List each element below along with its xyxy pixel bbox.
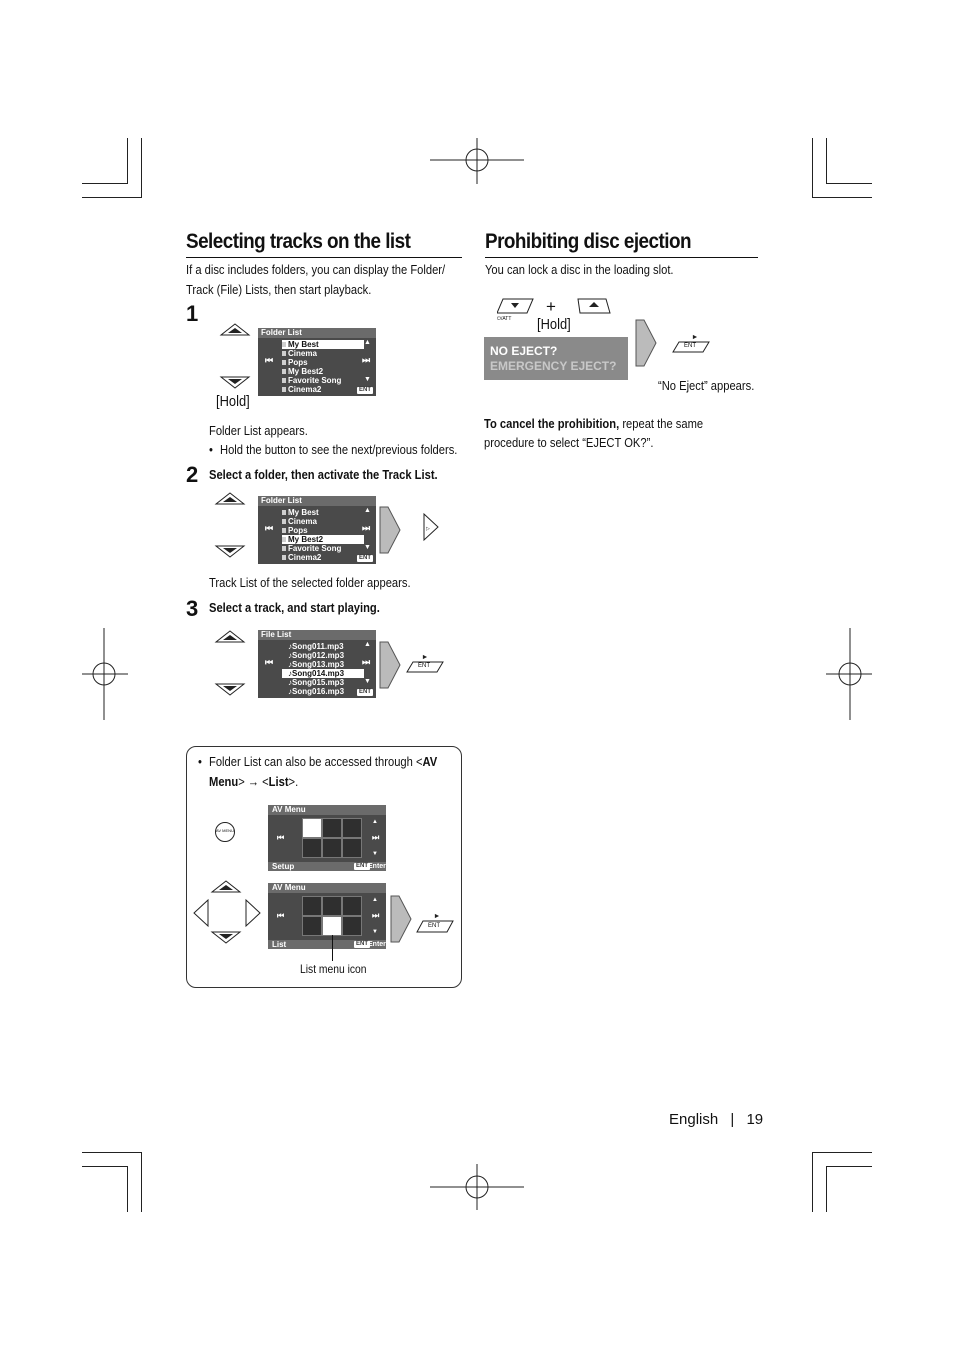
next-icon: ⏭ [372, 911, 380, 920]
list-item[interactable]: My Best2 [282, 535, 364, 544]
av-menu-button[interactable] [215, 822, 235, 842]
list-item[interactable]: My Best [282, 340, 364, 349]
registration-target-top [430, 138, 524, 184]
list-item[interactable]: ♪Song014.mp3 [282, 669, 364, 678]
ent-badge: ENT [359, 387, 371, 393]
registration-target-left [82, 628, 128, 720]
screen-header: Folder List [258, 496, 376, 506]
list-item[interactable]: Pops [282, 526, 364, 535]
up-button[interactable] [219, 322, 251, 340]
down-button[interactable] [214, 681, 246, 699]
screen-line-2: EMERGENCY EJECT? [490, 359, 617, 373]
list-item[interactable]: Favorite Song [282, 544, 364, 553]
speaker-tile-icon [342, 818, 362, 838]
right-skip-button[interactable] [244, 898, 262, 928]
note-text: Folder List can also be accessed through < [209, 754, 423, 769]
music-tile-icon [302, 838, 322, 858]
list-item[interactable]: Cinema [282, 517, 364, 526]
ent-button[interactable] [671, 332, 711, 354]
screen-footer: List [272, 940, 287, 949]
step2-label: Select a folder, then activate the Track List. [209, 467, 438, 482]
prev-icon: ⏮ [265, 355, 274, 365]
section-title-selecting-tracks: Selecting tracks on the list [186, 230, 411, 253]
down-indicator-icon: ▼ [372, 851, 378, 857]
down-button[interactable] [210, 929, 242, 947]
callout-line [332, 935, 333, 961]
next-icon: ⏭ [362, 355, 371, 365]
note-bold: Menu [209, 774, 239, 789]
registration-target-right [826, 628, 872, 720]
list-item[interactable]: My Best2 [282, 367, 364, 376]
note-bullet-dot: • [198, 754, 202, 769]
up-indicator-icon: ▲ [364, 641, 371, 648]
down-indicator-icon: ▼ [364, 678, 371, 685]
hold-label: [Hold] [216, 393, 250, 410]
down-button[interactable] [214, 543, 246, 561]
prev-icon: ⏮ [277, 911, 285, 920]
step1-bullet: Hold the button to see the next/previous folders. [220, 442, 458, 457]
enter-label: Enter [368, 941, 386, 948]
svg-text:►: ► [433, 913, 441, 920]
down-button[interactable] [219, 374, 251, 392]
cancel-line-2: procedure to select “EJECT OK?”. [484, 435, 654, 450]
cancel-line-1 [484, 414, 703, 434]
prev-icon: ⏮ [277, 833, 285, 842]
up-indicator-icon: ▲ [364, 339, 371, 346]
enter-label: Enter [368, 863, 386, 870]
title-rule [186, 257, 462, 258]
next-icon: ⏭ [362, 523, 371, 533]
disc-tile-icon [302, 818, 322, 838]
svg-text:▷: ▷ [426, 526, 430, 532]
screen-header: AV Menu [268, 805, 386, 815]
cancel-bold: To cancel the prohibition, [484, 416, 620, 431]
step3-label: Select a track, and start playing. [209, 600, 380, 615]
list-item[interactable]: ♪Song013.mp3 [288, 660, 345, 669]
left-skip-button[interactable] [192, 898, 210, 928]
list-item[interactable]: ♪Song011.mp3 [288, 642, 344, 651]
av-menu-screen-2 [268, 883, 386, 949]
screen-footer: Setup [272, 862, 295, 871]
list-item[interactable]: ♪Song016.mp3 [288, 687, 345, 696]
footer-language: English [669, 1111, 719, 1128]
ent-button[interactable] [415, 910, 455, 934]
proceed-arrow-icon [378, 505, 402, 555]
step1-bullet-dot: • [209, 442, 213, 457]
music-tile-icon [302, 916, 322, 936]
right-intro: You can lock a disc in the loading slot. [485, 262, 674, 277]
av-menu-label: AV MENU [216, 828, 234, 833]
section-title-prohibiting-ejection: Prohibiting disc ejection [485, 230, 691, 253]
plus-sign: + [546, 297, 556, 316]
ent-label: ENT [428, 923, 440, 929]
footer-separator: | [730, 1111, 735, 1128]
up-indicator-icon: ▲ [364, 507, 371, 514]
note-text: > → < [238, 774, 269, 789]
down-indicator-icon: ▼ [372, 929, 378, 935]
list-item[interactable]: Cinema2 [282, 385, 364, 394]
ent-label: ENT [418, 663, 430, 669]
down-indicator-icon: ▼ [364, 544, 371, 551]
step1-caption: Folder List appears. [209, 423, 308, 438]
folder-list-screen-1 [258, 328, 376, 396]
next-icon: ⏭ [362, 657, 371, 667]
eject-button[interactable] [576, 297, 612, 317]
no-eject-screen [484, 337, 628, 380]
proceed-arrow-icon [389, 894, 413, 944]
note-bold: AV [422, 754, 438, 769]
intro-line-1: If a disc includes folders, you can display the Folder/ [186, 262, 446, 277]
prev-icon: ⏮ [265, 523, 274, 533]
step2-caption: Track List of the selected folder appears. [209, 575, 411, 590]
list-item[interactable]: My Best [282, 508, 364, 517]
no-eject-caption: “No Eject” appears. [658, 378, 755, 393]
hold-label: [Hold] [537, 316, 571, 333]
folder-list-screen-2 [258, 496, 376, 564]
note-line-1 [209, 752, 437, 772]
att-label: ⏻/ATT [497, 316, 512, 322]
page-footer [669, 1111, 763, 1128]
right-skip-button[interactable] [420, 512, 440, 542]
ent-badge: ENT [356, 941, 368, 947]
note-text: >. [288, 774, 299, 789]
file-list-screen [258, 630, 376, 698]
list-tile-icon [322, 916, 342, 936]
prev-icon: ⏮ [265, 657, 274, 667]
registration-target-bottom [430, 1164, 524, 1210]
list-tile-icon [322, 838, 342, 858]
step-number-2: 2 [186, 462, 199, 487]
proceed-arrow-icon [634, 318, 658, 368]
next-icon: ⏭ [372, 833, 380, 842]
ent-badge: ENT [359, 689, 371, 695]
screen-header: Folder List [258, 328, 376, 338]
ent-badge: ENT [359, 555, 371, 561]
ent-badge: ENT [356, 863, 368, 869]
screen-header: File List [258, 630, 376, 640]
proceed-arrow-icon [378, 640, 402, 690]
intro-line-2: Track (File) Lists, then start playback. [186, 282, 372, 297]
title-rule [485, 257, 758, 258]
ent-button[interactable] [405, 652, 445, 674]
blank-tile [342, 838, 362, 858]
down-att-button[interactable] [497, 297, 535, 325]
up-indicator-icon: ▲ [372, 819, 378, 825]
page-number: 19 [746, 1111, 764, 1128]
step-number-1: 1 [186, 301, 199, 326]
list-item[interactable]: Pops [282, 358, 364, 367]
screen-line-1: NO EJECT? [490, 344, 558, 358]
down-indicator-icon: ▼ [364, 376, 371, 383]
up-button[interactable] [214, 629, 246, 647]
ent-label: ENT [684, 343, 696, 349]
list-item[interactable]: ♪Song012.mp3 [288, 651, 345, 660]
screen-header: AV Menu [268, 883, 386, 893]
equalizer-tile-icon [322, 818, 342, 838]
speaker-tile-icon [342, 896, 362, 916]
svg-text:►: ► [421, 654, 429, 661]
blank-tile [342, 916, 362, 936]
equalizer-tile-icon [322, 896, 342, 916]
up-button[interactable] [214, 491, 246, 509]
list-item[interactable]: Cinema2 [282, 553, 364, 562]
list-menu-icon-caption: List menu icon [300, 962, 367, 976]
disc-tile-icon [302, 896, 322, 916]
note-bold: List [268, 774, 289, 789]
up-button[interactable] [210, 879, 242, 897]
cancel-text: repeat the same [619, 416, 704, 431]
list-item[interactable]: Cinema [282, 349, 364, 358]
av-menu-screen-1 [268, 805, 386, 871]
list-item[interactable]: Favorite Song [282, 376, 364, 385]
svg-text:►: ► [691, 334, 699, 341]
note-line-2 [209, 772, 298, 792]
list-item[interactable]: ♪Song015.mp3 [288, 678, 345, 687]
up-indicator-icon: ▲ [372, 897, 378, 903]
step-number-3: 3 [186, 596, 199, 621]
